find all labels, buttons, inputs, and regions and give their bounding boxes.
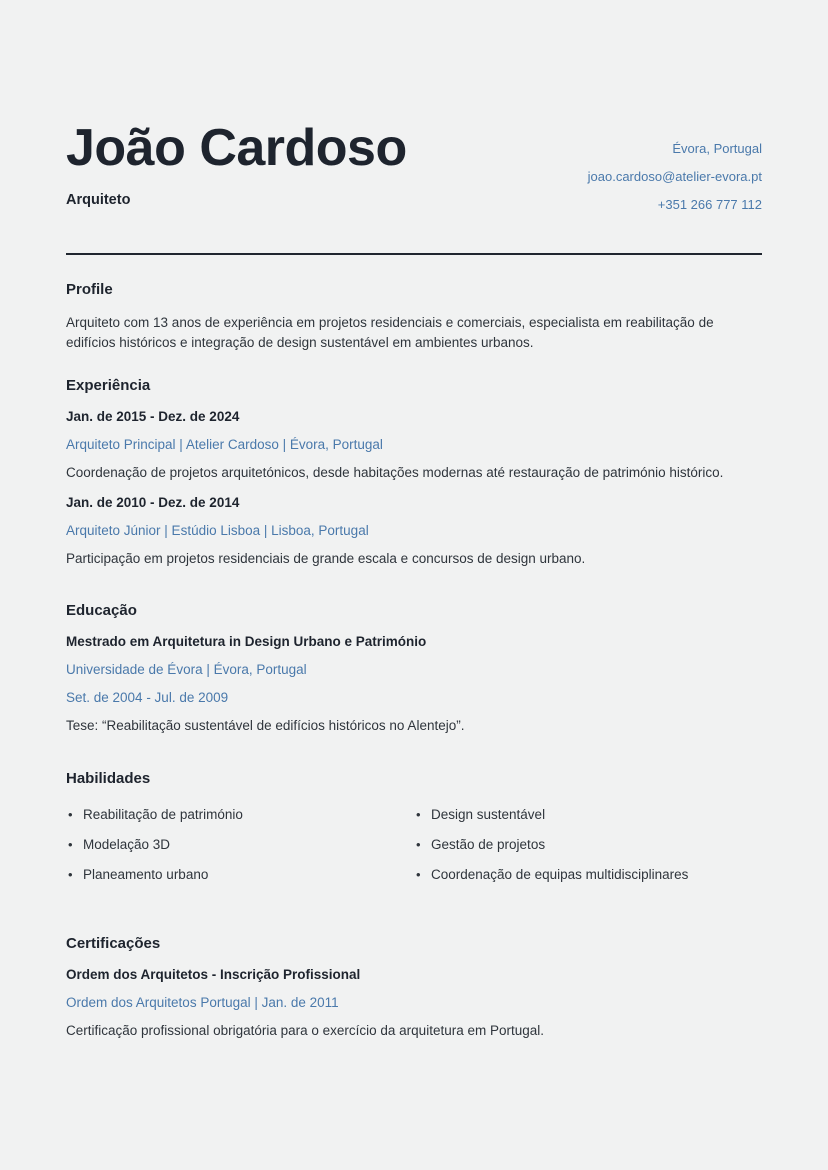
experience-title: Experiência xyxy=(66,377,151,394)
contact-email[interactable]: joao.cardoso@atelier-evora.pt xyxy=(587,169,762,184)
skills-column-right xyxy=(414,807,762,897)
contact-phone: +351 266 777 112 xyxy=(657,197,762,212)
skill-label: Modelação 3D xyxy=(83,837,171,852)
certification-name: Ordem dos Arquitetos - Inscrição Profissional xyxy=(66,967,361,982)
skills-title: Habilidades xyxy=(66,770,151,787)
header-divider xyxy=(66,253,762,255)
education-degree: Mestrado em Arquitetura in Design Urbano e Património xyxy=(66,634,427,649)
education-title: Educação xyxy=(66,602,137,619)
bullet-icon: • xyxy=(416,807,421,822)
section-experience xyxy=(66,377,762,566)
contact-location: Évora, Portugal xyxy=(672,141,762,156)
skill-item xyxy=(414,837,762,852)
bullet-icon: • xyxy=(416,837,421,852)
profile-text: Arquiteto com 13 anos de experiência em projetos residenciais e comerciais, especialista em reabilitação de edifícios históricos e integração de design sustentável em ambientes urbanos. xyxy=(66,315,714,350)
skill-label: Reabilitação de património xyxy=(83,807,243,822)
section-profile xyxy=(66,281,762,353)
section-certifications xyxy=(66,935,762,1038)
skills-column-left xyxy=(66,807,414,897)
certifications-title: Certificações xyxy=(66,935,161,952)
certification-issuer-date: Ordem dos Arquitetos Portugal | Jan. de 2011 xyxy=(66,995,339,1010)
skill-item xyxy=(66,837,414,852)
experience-dates: Jan. de 2010 - Dez. de 2014 xyxy=(66,495,240,510)
bullet-icon: • xyxy=(68,837,73,852)
experience-description: Participação em projetos residenciais de grande escala e concursos de design urbano. xyxy=(66,551,586,566)
bullet-icon: • xyxy=(68,807,73,822)
education-dates: Set. de 2004 - Jul. de 2009 xyxy=(66,690,229,705)
profile-title: Profile xyxy=(66,281,113,298)
experience-entry xyxy=(66,409,762,480)
skill-item xyxy=(414,867,762,882)
section-skills xyxy=(66,770,762,897)
skill-item xyxy=(66,807,414,822)
education-thesis: Tese: “Reabilitação sustentável de edifícios históricos no Alentejo”. xyxy=(66,718,465,733)
skill-label: Design sustentável xyxy=(431,807,546,822)
header xyxy=(66,114,762,226)
skills-columns xyxy=(66,807,762,897)
contact-block xyxy=(588,114,762,226)
skill-label: Planeamento urbano xyxy=(83,867,209,882)
skill-item xyxy=(66,867,414,882)
person-name: João Cardoso xyxy=(66,119,407,177)
experience-dates: Jan. de 2015 - Dez. de 2024 xyxy=(66,409,240,424)
education-institution: Universidade de Évora | Évora, Portugal xyxy=(66,662,307,677)
experience-entry xyxy=(66,495,762,566)
name-block xyxy=(66,114,407,208)
experience-role-company: Arquiteto Principal | Atelier Cardoso | Évora, Portugal xyxy=(66,437,383,452)
skill-item xyxy=(414,807,762,822)
role-title: Arquiteto xyxy=(66,192,131,208)
bullet-icon: • xyxy=(416,867,421,882)
section-education xyxy=(66,602,762,733)
experience-role-company: Arquiteto Júnior | Estúdio Lisboa | Lisboa, Portugal xyxy=(66,523,369,538)
experience-description: Coordenação de projetos arquitetónicos, desde habitações modernas até restauração de património histórico. xyxy=(66,465,724,480)
skill-label: Gestão de projetos xyxy=(431,837,546,852)
certification-description: Certificação profissional obrigatória para o exercício da arquitetura em Portugal. xyxy=(66,1023,544,1038)
skill-label: Coordenação de equipas multidisciplinares xyxy=(431,867,689,882)
bullet-icon: • xyxy=(68,867,73,882)
